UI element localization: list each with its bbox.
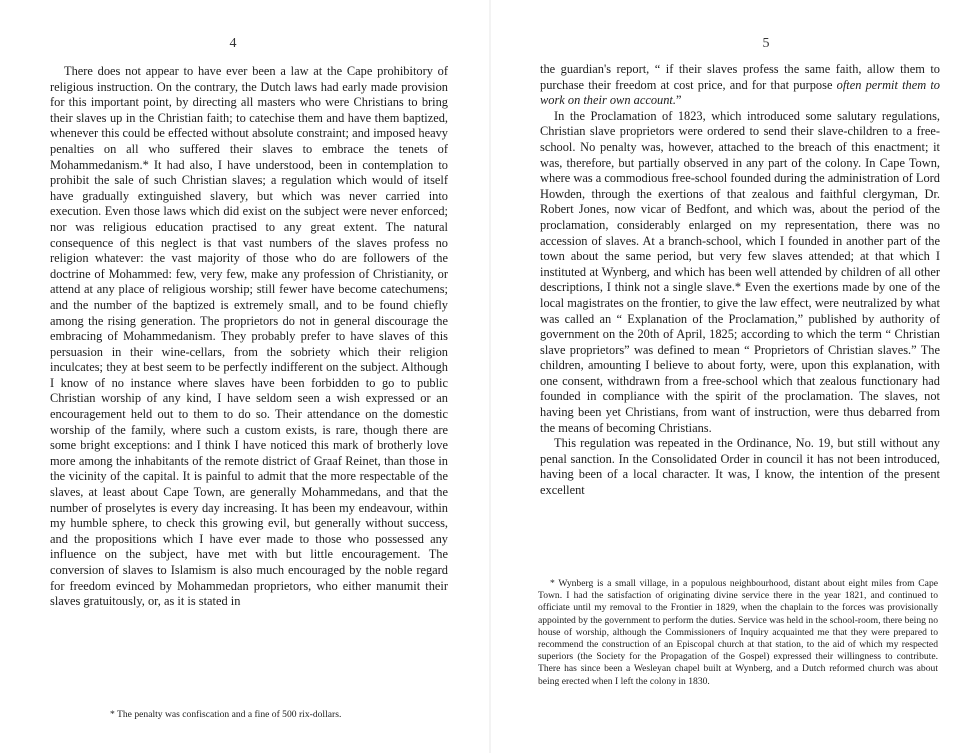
- ordinance-paragraph: This regulation was repeated in the Ordinance, No. 19, but still without any penal sanction. In the Consolidated Order in council it has not been introduced, having been of a local character. It was, I know, the intention of the present excellent: [540, 436, 940, 498]
- page-number-right: 5: [762, 36, 770, 51]
- left-page-paragraph: There does not appear to have ever been a law at the Cape prohibitory of religious instruction. On the contrary, the Dutch laws had early made provision for this important point, by directing all masters who were Christians to bring their slaves up in the Christian faith; to catechise them and have them baptized, whenever this could be effected without absolute constraint; and imposed heavy penalties on all who suffered their slaves to embrace the tenets of Mohammedanism.* It had also, I have understood, been in contemplation to prohibit the sale of such Christian slaves; a regulation which would of itself have gradually extinguished slavery, but which was never carried into execution. Even those laws which did exist on the subject were never enforced; nor was religious education practised to any great extent. The natural consequence of this neglect is that vast numbers of the slaves profess no religion whatever: the vast majority of those who do are followers of the doctrine of Mohammed: few, very few, make any profession of Christianity, or attend at any place of religious worship; still fewer have become catechumens; and the number of the baptized is extremely small, and to be found chiefly among the rising generation. The proprietors do not in general discourage the embracing of Mohammedanism. They probably prefer to have slaves of this persuasion in their wine-cellars, from the sobriety which their religion inculcates; they at best seem to be perfectly indifferent on the subject. Although I know of no instance where slaves have been forbidden to go to public Christian worship of any kind, I have seldom seen a wish expressed or an encouragement held out to them to do so. Their attendance on the domestic worship of the family, where such a custom exists, is rare, though there are some bright exceptions: and I think I have noticed this mark of brotherly love more among the inhabitants of the remote district of Graaf Reinet, than those in the vicinity of the capital. It is painful to admit that the more respectable of the slaves, at least about Cape Town, are generally Mohammedans, and that the number of proselytes is every day increasing. It has been my endeavour, within my humble sphere, to check this growing evil, but generally without success, and the propositions which I have ever made to those who possessed any influence on the subject, have met with but little encouragement. The conversion of slaves to Islamism is also much encouraged by the noble regard for freedom evinced by Mohammedan proprietors, who either manumit their slaves gratuitously, or, as it is stated in: [50, 64, 448, 609]
- wynberg-footnote: * Wynberg is a small village, in a populous neighbourhood, distant about eight miles from Cape Town. I had the satisfaction of originating divine service there in the year 1821, and continued to officiate until my removal to the Frontier in 1829, when the chaplain to the forces was provisionally appointed by the government to perform the duties. Service was held in the school-room, there being no house of worship, although the Commissioners of Inquiry acquainted me that they were prepared to recommend the construction of an Episcopal church at that station, to the aid of which my respected superiors (the Society for the Propagation of the Gospel) expressed their willingness to contribute. There has since been a Wesleyan chapel built at Wynberg, and a Dutch reformed church was about being erected when I left the colony in 1830.: [538, 578, 938, 687]
- proclamation-paragraph: In the Proclamation of 1823, which introduced some salutary regulations, Christian slave proprietors were ordered to send their slave-children to a free-school. No penalty was, however, attached to the breach of this enactment; it was, therefore, but partially observed in any part of the colony. In Cape Town, where was a commodious free-school founded during the administration of Lord Howden, through the exertions of that zealous and faithful clergyman, Dr. Robert Jones, now vicar of Bedfont, and which was, about the period of the proclamation, considerably enlarged on my representation, there was no accession of slaves. At a branch-school, which I founded in another part of the town about the same period, but very few slaves attended; at that which I instituted at Wynberg, and which has been well attended by children of all other descriptions, I think not a single slave.* Even the exertions made by one of the local magistrates on the frontier, to give the law effect, were neutralized by what was called an “ Explanation of the Proclamation,” published by authority of government on the 20th of April, 1825; according to which the term “ Christian slave proprietors” was defined to mean “ Proprietors of Christian slaves.” The children, amounting I believe to about forty, were, upon this explanation, with one consent, withdrawn from a free-school which that zealous functionary had founded in compliance with the spirit of the proclamation. The slaves, not having been yet Christians, from want of instruction, were thus debarred from the means of becoming Christians.: [540, 108, 940, 435]
- italic-phrase: often permit them to work on their own account.: [540, 77, 940, 108]
- continuation-paragraph: [540, 62, 940, 109]
- left-page-body: [50, 64, 448, 610]
- right-page: [490, 0, 980, 753]
- continuation-text: the guardian's report, “ if their slaves profess the same faith, allow them to purchase their freedom at cost price, and for that purpose: [540, 62, 940, 92]
- continuation-end: ”: [675, 93, 682, 108]
- page-number-left: 4: [229, 36, 237, 51]
- left-page-footnote: * The penalty was confiscation and a fine of 500 rix-dollars.: [110, 709, 342, 720]
- right-page-body: [540, 62, 940, 499]
- right-page-footnote: [538, 578, 938, 688]
